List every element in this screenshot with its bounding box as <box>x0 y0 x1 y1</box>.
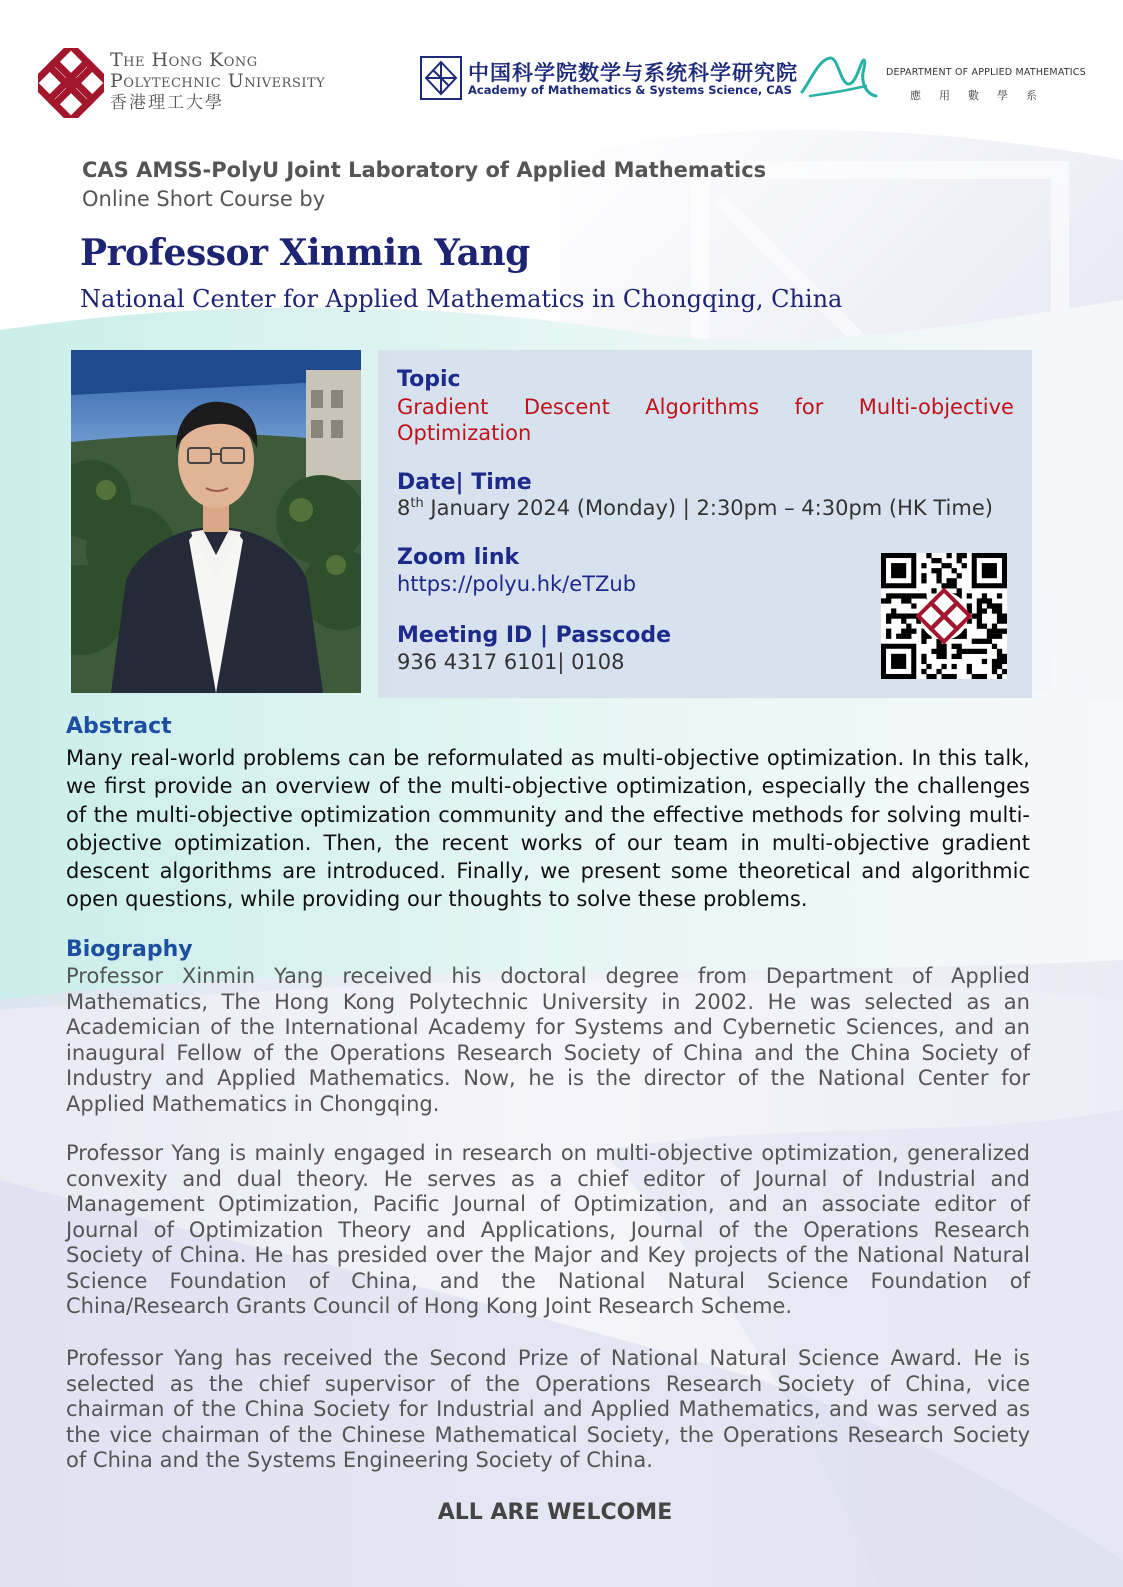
biography-paragraph-1: Professor Xinmin Yang received his doctoral degree from Department of Applied Mathematics, The Hong Kong Polytechnic University in 2002. He was selected as an Academician of the International Academy for Systems and Cybernetic Sciences, and an inaugural Fellow of the Operations Research Society of China and the China Society of Industry and Applied Mathematics. Now, he is the director of the National Center for Applied Mathematics in Chongqing. <box>66 964 1030 1116</box>
zoom-label: Zoom link <box>397 545 520 570</box>
abstract-text: Many real-world problems can be reformulated as multi-objective optimization. In this talk, we first provide an overview of the multi-objective optimization, especially the challenges of the multi-objective optimization community and the effective methods for solving multi-objective optimization. Then, the recent works of our team in multi-objective gradient descent algorithms are introduced. Finally, we present some theoretical and algorithmic open questions, while providing our thoughts to solve these problems. <box>66 746 1030 912</box>
topic-word: Algorithms <box>645 395 760 419</box>
amss-name-chinese: 中国科学院数学与系统科学研究院 <box>468 61 798 85</box>
date-day: 8 <box>397 496 411 520</box>
polyu-name-line2: Polytechnic University <box>110 70 326 92</box>
polyu-name-line1: The Hong Kong <box>110 49 258 71</box>
date-rest: January 2024 (Monday) | 2:30pm – 4:30pm (HK Time) <box>423 496 993 520</box>
course-subtitle: Online Short Course by <box>82 187 326 211</box>
amss-name-english: Academy of Mathematics & Systems Science, CAS <box>468 83 792 97</box>
ama-department-logo <box>800 52 1086 112</box>
all-welcome-footer: ALL ARE WELCOME <box>437 1500 673 1525</box>
lab-title: CAS AMSS-PolyU Joint Laboratory of Applied Mathematics <box>82 158 767 182</box>
topic-value-line1 <box>397 394 1014 420</box>
meeting-value: 936 4317 6101| 0108 <box>397 650 625 674</box>
speaker-name: Professor Xinmin Yang <box>80 232 530 274</box>
speaker-affiliation: National Center for Applied Mathematics in Chongqing, China <box>80 285 843 313</box>
ama-name-english: DEPARTMENT OF APPLIED MATHEMATICS <box>886 67 1086 78</box>
speaker-photo <box>71 350 361 693</box>
ama-name-chinese: 應用數學系 <box>910 89 1055 102</box>
abstract-heading: Abstract <box>66 714 172 739</box>
topic-value <box>397 394 1014 446</box>
polyu-logo <box>38 44 378 124</box>
qr-code-icon[interactable] <box>881 553 1007 679</box>
topic-word: Descent <box>523 395 610 419</box>
ama-wave-icon <box>800 52 880 106</box>
biography-paragraph-2: Professor Yang is mainly engaged in research on multi-objective optimization, generalized convexity and dual theory. He serves as a chief editor of Journal of Industrial and Management Optimization, Pacific Journal of Optimization, and an associate editor of Journal of Optimization Theory and Applications, Journal of the Operations Research Society of China. He has presided over the Major and Key projects of the National Natural Science Foundation of China, and the National Natural Science Foundation of China/Research Grants Council of Hong Kong Joint Research Scheme. <box>66 1141 1030 1318</box>
polyu-name-chinese: 香港理工大學 <box>110 93 224 113</box>
topic-label: Topic <box>397 367 461 392</box>
amss-logo <box>420 56 798 106</box>
biography-paragraph-3: Professor Yang has received the Second Prize of National Natural Science Award. He is selected as the chief supervisor of the Operations Research Society of China, vice chairman of the China Society for Industrial and Applied Mathematics, and was served as the vice chairman of the Chinese Mathematical Society, the Operations Research Society of China and the Systems Engineering Society of China. <box>66 1346 1030 1472</box>
date-suffix: th <box>410 496 424 511</box>
datetime-value <box>397 496 993 520</box>
biography-heading: Biography <box>66 937 193 962</box>
event-info-panel <box>378 350 1032 698</box>
topic-word: Gradient <box>397 395 489 419</box>
polyu-emblem-icon <box>38 48 104 118</box>
meeting-label: Meeting ID | Passcode <box>397 623 672 648</box>
amss-emblem-icon <box>420 56 462 100</box>
topic-value-line2: Optimization <box>397 421 532 445</box>
topic-word: Multi-objective <box>858 395 1014 419</box>
topic-word: for <box>794 395 824 419</box>
datetime-label: Date| Time <box>397 470 532 495</box>
zoom-link[interactable]: https://polyu.hk/eTZub <box>397 572 637 596</box>
